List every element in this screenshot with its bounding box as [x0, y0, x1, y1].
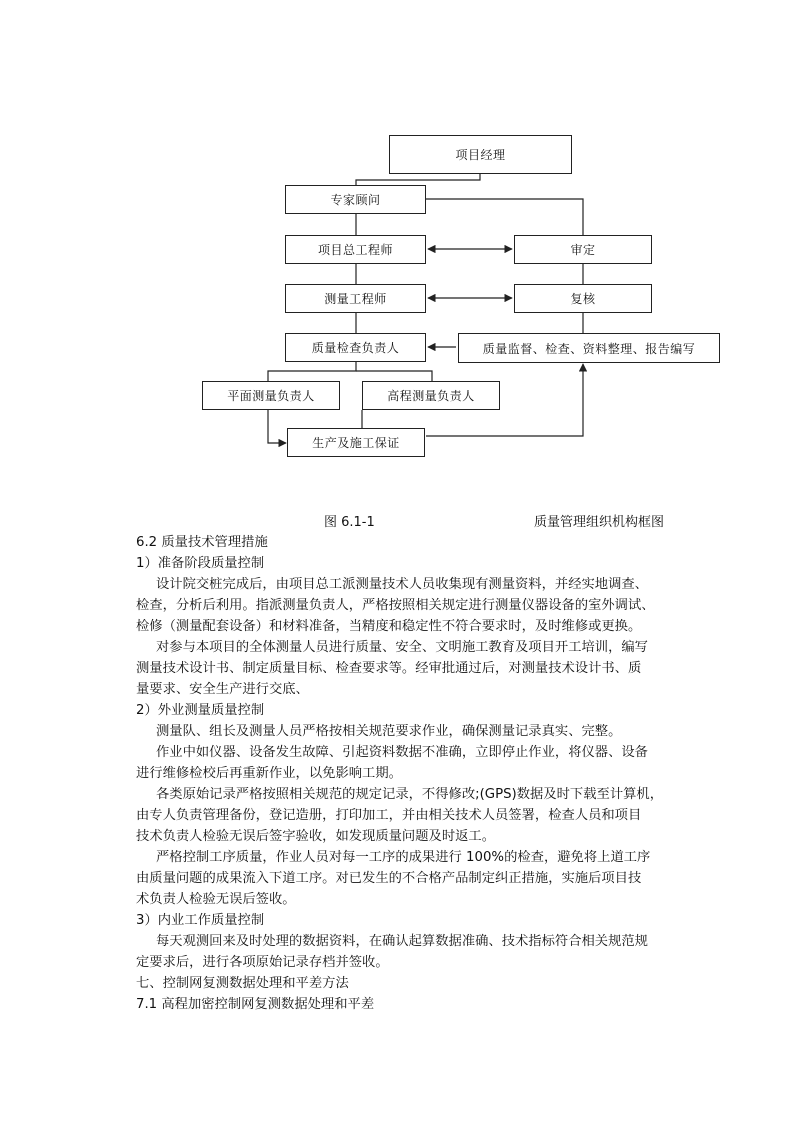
node-production: 生产及施工保证: [287, 428, 425, 457]
paragraph-line: 进行维修检校后再重新作业，以免影响工期。: [136, 766, 402, 781]
paragraph-line: 每天观测回来及时处理的数据资料，在确认起算数据准确、技术指标符合相关规范规: [156, 934, 648, 949]
paragraph-line: 术负责人检验无误后签收。: [136, 892, 296, 907]
node-survey-engineer: 测量工程师: [285, 284, 426, 313]
subheading-field-survey: 2）外业测量质量控制: [136, 703, 265, 718]
figure-number: 图 6.1-1: [324, 515, 375, 530]
paragraph-line: 严格控制工序质量，作业人员对每一工序的成果进行 100%的检查，避免将上道工序: [156, 850, 651, 865]
node-review: 审定: [514, 235, 652, 264]
paragraph-line: 检查，分析后利用。指派测量负责人，严格按照相关规定进行测量仪器设备的室外调试、: [136, 598, 655, 613]
figure-title: 质量管理组织机构框图: [534, 515, 665, 530]
paragraph-line: 测量队、组长及测量人员严格按相关规范要求作业，确保测量记录真实、完整。: [156, 724, 622, 739]
node-chief-engineer: 项目总工程师: [285, 235, 426, 264]
node-quality-inspector: 质量检查负责人: [285, 333, 426, 362]
node-recheck: 复核: [514, 284, 652, 313]
paragraph-line: 技术负责人检验无误后签字验收，如发现质量问题及时返工。: [136, 829, 496, 844]
paragraph-line: 检修（测量配套设备）和材料准备，当精度和稳定性不符合要求时，及时维修或更换。: [136, 619, 642, 634]
paragraph-line: 测量技术设计书、制定质量目标、检查要求等。经审批通过后，对测量技术设计书、质: [136, 661, 642, 676]
node-expert-advisor: 专家顾问: [285, 185, 426, 214]
section-heading-7-1: 7.1 高程加密控制网复测数据处理和平差: [136, 997, 375, 1012]
section-heading-7: 七、控制网复测数据处理和平差方法: [136, 976, 349, 991]
node-plane-survey: 平面测量负责人: [202, 381, 340, 410]
node-supervision: 质量监督、检查、资料整理、报告编写: [458, 333, 720, 363]
subheading-office-work: 3）内业工作质量控制: [136, 913, 265, 928]
paragraph-line: 量要求、安全生产进行交底、: [136, 682, 309, 697]
subheading-preparation: 1）准备阶段质量控制: [136, 556, 265, 571]
section-heading-6-2: 6.2 质量技术管理措施: [136, 535, 268, 550]
body-text: [136, 532, 676, 1015]
node-project-manager: 项目经理: [389, 135, 572, 174]
paragraph-line: 定要求后，进行各项原始记录存档并签收。: [136, 955, 389, 970]
paragraph-line: 由质量问题的成果流入下道工序。对已发生的不合格产品制定纠正措施，实施后项目技: [136, 871, 642, 886]
paragraph-line: 设计院交桩完成后，由项目总工派测量技术人员收集现有测量资料，并经实地调查、: [156, 577, 648, 592]
paragraph-line: 对参与本项目的全体测量人员进行质量、安全、文明施工教育及项目开工培训，编写: [156, 640, 648, 655]
paragraph-line: 由专人负责管理备份，登记造册，打印加工，并由相关技术人员签署，检查人员和项目: [136, 808, 642, 823]
paragraph-line: 各类原始记录严格按照相关规范的规定记录，不得修改;(GPS)数据及时下载至计算机，: [156, 787, 664, 802]
paragraph-line: 作业中如仪器、设备发生故障、引起资料数据不准确，立即停止作业，将仪器、设备: [156, 745, 648, 760]
node-elevation-survey: 高程测量负责人: [362, 381, 500, 410]
